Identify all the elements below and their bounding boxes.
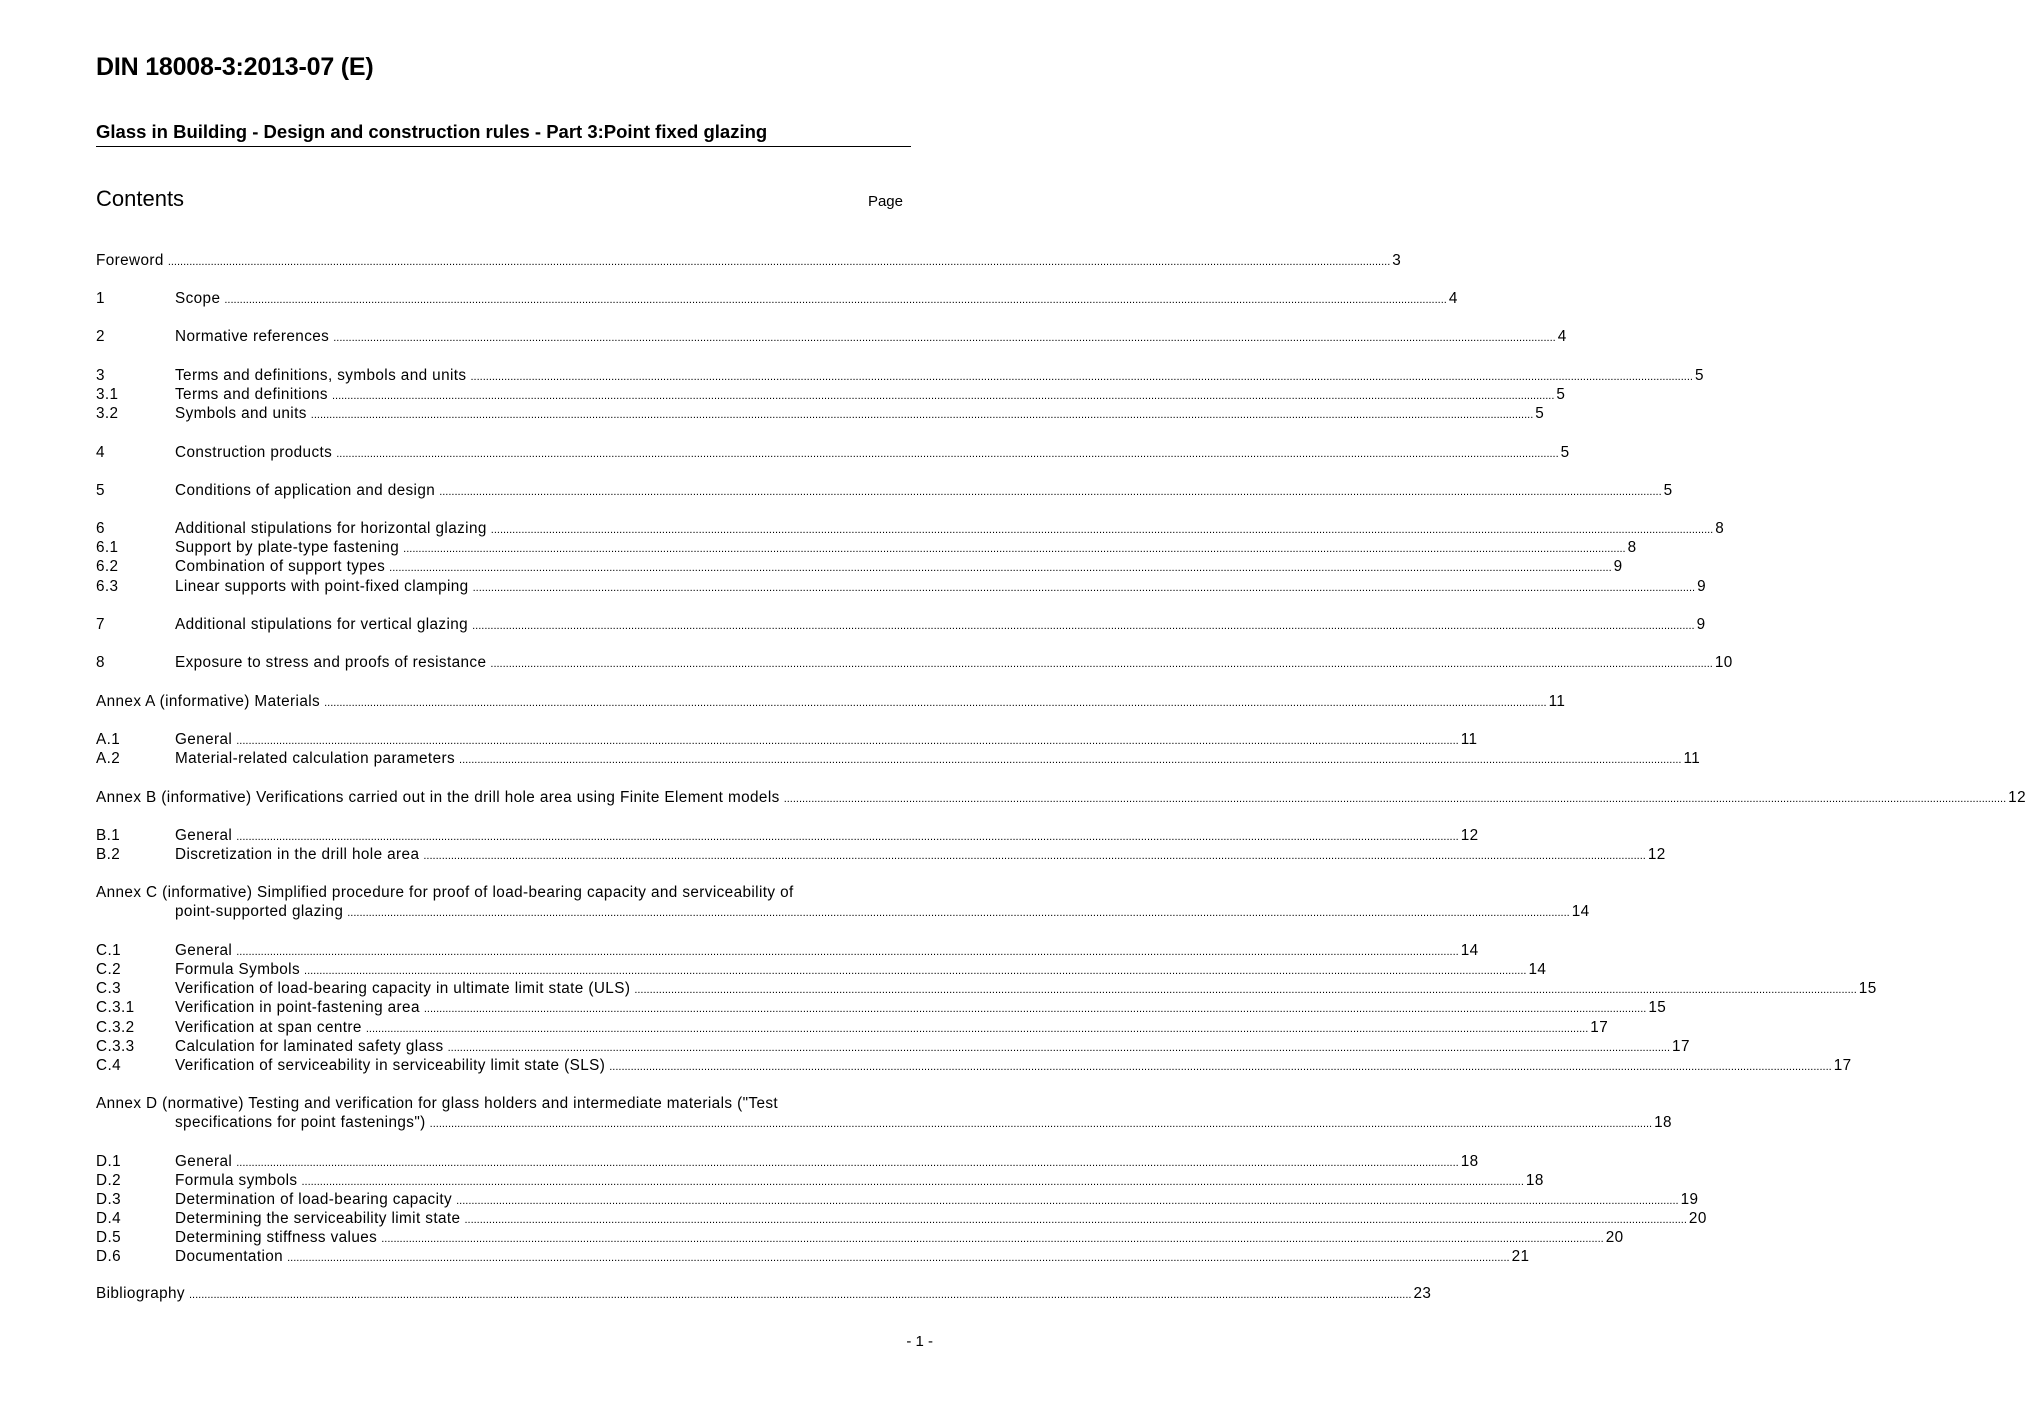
toc-entry-title: Additional stipulations for horizontal glazing [175,520,487,537]
toc-entry-page: 17 [1672,1038,1690,1055]
toc-leader-dots: ................................................................................................................................................................................................................................................................................................................................................................................................................ [490,658,1713,670]
toc-entry-title: Calculation for laminated safety glass [175,1038,444,1055]
toc-entry[interactable] [96,1247,1530,1266]
document-title: DIN 18008-3:2013-07 (E) [96,53,374,81]
toc-entry-page: 4 [1557,328,1567,345]
toc-entry-title: General [175,827,233,844]
toc-entry-title: Linear supports with point-fixed clamping [175,578,469,595]
toc-entry[interactable] [96,998,1667,1017]
toc-entry-title: Verification in point-fastening area [175,999,420,1016]
toc-leader-dots: ................................................................................................................................................................................................................................................................................................................................................................................................................ [423,1003,1647,1015]
toc-entry[interactable] [96,1152,1479,1171]
toc-entry[interactable] [96,327,1567,346]
toc-leader-dots: ................................................................................................................................................................................................................................................................................................................................................................................................................ [333,332,1556,344]
toc-entry-page: 8 [1715,520,1725,537]
toc-entry-page: 5 [1556,386,1566,403]
toc-leader-dots: ................................................................................................................................................................................................................................................................................................................................................................................................................ [236,946,1459,958]
toc-entry-number: 3.1 [96,386,119,403]
toc-entry-page: 19 [1680,1191,1699,1208]
toc-entry-title: Verification of load-bearing capacity in ultimate limit state (ULS) [175,980,631,997]
toc-leader-dots: ................................................................................................................................................................................................................................................................................................................................................................................................................ [459,754,1682,766]
contents-heading: Contents [96,186,185,211]
toc-leader-dots: ................................................................................................................................................................................................................................................................................................................................................................................................................ [783,793,2007,805]
toc-entry-page: 5 [1535,405,1545,422]
toc-annex-heading[interactable]: Annex C (informative) Simplified procedure for proof of load-bearing capacity and serviceability of [96,884,794,901]
toc-entry-number: D.2 [96,1172,122,1189]
toc-entry-page: 14 [1460,942,1479,959]
toc-entry[interactable] [96,366,1704,385]
toc-entry-title: Terms and definitions [175,386,328,403]
toc-entry-number: C.3.3 [96,1038,135,1055]
toc-entry-title: Terms and definitions, symbols and units [175,367,467,384]
toc-entry-number: D.6 [96,1248,122,1265]
toc-entry[interactable] [96,1037,1690,1056]
toc-entry-number: C.2 [96,961,122,978]
toc-leader-dots: ................................................................................................................................................................................................................................................................................................................................................................................................................ [236,735,1459,747]
toc-leader-dots: ................................................................................................................................................................................................................................................................................................................................................................................................................ [347,907,1570,919]
toc-entry[interactable] [96,788,2026,807]
toc-entry-title: Support by plate-type fastening [175,539,400,556]
toc-entry[interactable] [96,1171,1544,1190]
toc-entry-title: General [175,731,233,748]
toc-entry-title: Formula Symbols [175,961,301,978]
toc-entry[interactable] [96,1284,1432,1303]
toc-entry-title: Additional stipulations for vertical glazing [175,616,469,633]
toc-entry-title: Construction products [175,444,333,461]
toc-leader-dots: ................................................................................................................................................................................................................................................................................................................................................................................................................ [189,1289,1412,1301]
toc-entry-title: Annex B (informative) Verifications carried out in the drill hole area using Finite Element models [96,789,780,806]
toc-entry-page: 17 [1833,1057,1852,1074]
toc-entry-page: 5 [1694,367,1704,384]
toc-leader-dots: ................................................................................................................................................................................................................................................................................................................................................................................................................ [609,1061,1832,1073]
toc-entry-number: D.5 [96,1229,122,1246]
toc-entry-number: C.3 [96,980,122,997]
toc-entry-page: 17 [1590,1019,1609,1036]
toc-entry[interactable] [96,519,1725,538]
toc-entry-title: Annex A (informative) Materials [96,693,321,710]
toc-entry[interactable] [96,960,1547,979]
toc-entry-page: 15 [1648,999,1667,1016]
toc-entry-number: B.1 [96,827,121,844]
toc-entry-page: 12 [1647,846,1666,863]
toc-leader-dots: ................................................................................................................................................................................................................................................................................................................................................................................................................ [439,486,1662,498]
document-subtitle: Glass in Building - Design and construction rules - Part 3:Point fixed glazing [96,121,911,147]
toc-leader-dots: ................................................................................................................................................................................................................................................................................................................................................................................................................ [365,1023,1589,1035]
toc-leader-dots: ................................................................................................................................................................................................................................................................................................................................................................................................................ [403,543,1626,555]
toc-leader-dots: ................................................................................................................................................................................................................................................................................................................................................................................................................ [429,1118,1653,1130]
toc-entry[interactable] [96,251,1402,270]
toc-entry-page: 11 [1683,750,1701,767]
footer-page-number: - 1 - [906,1333,933,1350]
toc-entry[interactable] [96,749,1701,768]
toc-entry-page: 9 [1696,616,1706,633]
toc-entry[interactable] [96,481,1673,500]
toc-leader-dots: ................................................................................................................................................................................................................................................................................................................................................................................................................ [224,294,1447,306]
toc-entry-title: Determining the serviceability limit state [175,1210,461,1227]
toc-leader-dots: ................................................................................................................................................................................................................................................................................................................................................................................................................ [167,256,1391,268]
toc-entry-title: Discretization in the drill hole area [175,846,420,863]
toc-entry-page: 18 [1525,1172,1544,1189]
toc-entry-page: 20 [1605,1229,1624,1246]
toc-entry[interactable] [96,941,1479,960]
toc-entry-page: 18 [1460,1153,1479,1170]
toc-entry-number: D.1 [96,1153,122,1170]
toc-leader-dots: ................................................................................................................................................................................................................................................................................................................................................................................................................ [456,1195,1679,1207]
toc-entry-title: Combination of support types [175,558,386,575]
toc-leader-dots: ................................................................................................................................................................................................................................................................................................................................................................................................................ [470,371,1693,383]
toc-leader-dots: ................................................................................................................................................................................................................................................................................................................................................................................................................ [472,620,1695,632]
toc-entry[interactable] [96,404,1545,423]
toc-entry-page: 4 [1448,290,1458,307]
toc-entry-title: General [175,942,233,959]
toc-entry-page: 9 [1613,558,1623,575]
toc-entry-page: 20 [1688,1210,1707,1227]
toc-entry[interactable] [96,577,1706,596]
toc-entry-title: Documentation [175,1248,284,1265]
toc-entry-title: Verification of serviceability in serviceability limit state (SLS) [175,1057,606,1074]
toc-entry-page: 8 [1627,539,1637,556]
toc-leader-dots: ................................................................................................................................................................................................................................................................................................................................................................................................................ [236,831,1459,843]
toc-entry-title: Scope [175,290,221,307]
toc-leader-dots: ................................................................................................................................................................................................................................................................................................................................................................................................................ [490,524,1714,536]
toc-entry-page: 9 [1697,578,1706,595]
toc-leader-dots: ................................................................................................................................................................................................................................................................................................................................................................................................................ [304,965,1527,977]
toc-entry[interactable] [96,557,1623,576]
toc-entry-title: specifications for point fastenings") [175,1114,426,1131]
toc-entry-number: C.4 [96,1057,122,1074]
toc-entry[interactable] [96,845,1666,864]
toc-entry-title: point-supported glazing [175,903,344,920]
toc-entry-page: 14 [1528,961,1547,978]
page-column-label: Page [867,193,903,210]
toc-entry[interactable] [96,1190,1699,1209]
toc-entry-title: Symbols and units [175,405,307,422]
toc-entry[interactable] [96,1018,1609,1037]
toc-entry[interactable] [96,979,1877,998]
toc-entry-page: 11 [1460,731,1478,748]
toc-entry-number: B.2 [96,846,121,863]
toc-entry-number: 3 [96,367,105,384]
toc-entry-page: 12 [1460,827,1479,844]
toc-entry-title: Conditions of application and design [175,482,436,499]
toc-entry-title: Determining stiffness values [175,1229,378,1246]
toc-entry-title: Foreword [96,252,164,269]
toc-entry-title: Normative references [175,328,330,345]
toc-entry-page: 10 [1714,654,1733,671]
toc-leader-dots: ................................................................................................................................................................................................................................................................................................................................................................................................................ [472,582,1696,594]
toc-entry-number: D.4 [96,1210,122,1227]
toc-entry-page: 12 [2008,789,2026,806]
toc-leader-dots: ................................................................................................................................................................................................................................................................................................................................................................................................................ [423,850,1646,862]
toc-entry-page: 14 [1571,903,1590,920]
toc-entry-page: 15 [1858,980,1877,997]
toc-leader-dots: ................................................................................................................................................................................................................................................................................................................................................................................................................ [447,1042,1671,1054]
toc-entry-number: 6.2 [96,558,119,575]
toc-entry-number: 1 [96,290,105,307]
toc-entry-number: A.1 [96,731,121,748]
toc-entry-number: A.2 [96,750,121,767]
toc-entry-number: 8 [96,654,105,671]
toc-entry-page: 3 [1392,252,1402,269]
toc-entry[interactable] [96,902,1590,921]
toc-entry-number: D.3 [96,1191,122,1208]
toc-leader-dots: ................................................................................................................................................................................................................................................................................................................................................................................................................ [287,1252,1510,1264]
toc-entry-number: 5 [96,482,105,499]
toc-entry[interactable] [96,615,1706,634]
toc-leader-dots: ................................................................................................................................................................................................................................................................................................................................................................................................................ [331,390,1555,402]
toc-entry[interactable] [96,692,1566,711]
toc-leader-dots: ................................................................................................................................................................................................................................................................................................................................................................................................................ [634,984,1857,996]
toc-entry-number: C.1 [96,942,122,959]
toc-entry-title: General [175,1153,233,1170]
toc-entry[interactable] [96,289,1458,308]
toc-entry-number: 2 [96,328,105,345]
toc-leader-dots: ................................................................................................................................................................................................................................................................................................................................................................................................................ [336,448,1559,460]
toc-leader-dots: ................................................................................................................................................................................................................................................................................................................................................................................................................ [389,562,1612,574]
toc-leader-dots: ................................................................................................................................................................................................................................................................................................................................................................................................................ [324,697,1547,709]
toc-entry-page: 5 [1560,444,1570,461]
toc-leader-dots: ................................................................................................................................................................................................................................................................................................................................................................................................................ [301,1176,1524,1188]
toc-entry[interactable] [96,538,1637,557]
toc-entry-number: 6.3 [96,578,119,595]
toc-entry[interactable] [96,1056,1852,1075]
toc-entry-title: Material-related calculation parameters [175,750,456,767]
toc-entry-title: Verification at span centre [175,1019,362,1036]
toc-entry[interactable] [96,1113,1672,1132]
toc-entry-number: 4 [96,444,105,461]
toc-leader-dots: ................................................................................................................................................................................................................................................................................................................................................................................................................ [236,1157,1459,1169]
toc-entry-page: 11 [1548,693,1566,710]
toc-entry-page: 23 [1413,1285,1432,1302]
toc-entry-page: 18 [1654,1114,1672,1131]
toc-leader-dots: ................................................................................................................................................................................................................................................................................................................................................................................................................ [381,1233,1604,1245]
toc-entry-number: C.3.1 [96,999,135,1016]
toc-leader-dots: ................................................................................................................................................................................................................................................................................................................................................................................................................ [310,409,1534,421]
toc-entry-number: 6.1 [96,539,119,556]
toc-entry[interactable] [96,443,1570,462]
toc-annex-heading[interactable]: Annex D (normative) Testing and verification for glass holders and intermediate materials ("Test [96,1095,779,1112]
toc-entry-number: C.3.2 [96,1019,135,1036]
toc-entry-page: 5 [1663,482,1673,499]
toc-entry[interactable] [96,826,1479,845]
toc-entry[interactable] [96,1228,1624,1247]
toc-entry[interactable] [96,385,1566,404]
toc-entry-number: 6 [96,520,105,537]
toc-entry-title: Formula symbols [175,1172,298,1189]
toc-entry-title: Bibliography [96,1285,185,1302]
toc-entry-number: 7 [96,616,105,633]
toc-entry-title: Determination of load-bearing capacity [175,1191,453,1208]
toc-entry[interactable] [96,653,1733,672]
toc-entry-page: 21 [1511,1248,1530,1265]
toc-entry-number: 3.2 [96,405,119,422]
toc-entry-title: Exposure to stress and proofs of resistance [175,654,487,671]
toc-entry[interactable] [96,1209,1707,1228]
toc-leader-dots: ................................................................................................................................................................................................................................................................................................................................................................................................................ [464,1214,1687,1226]
toc-entry[interactable] [96,730,1478,749]
